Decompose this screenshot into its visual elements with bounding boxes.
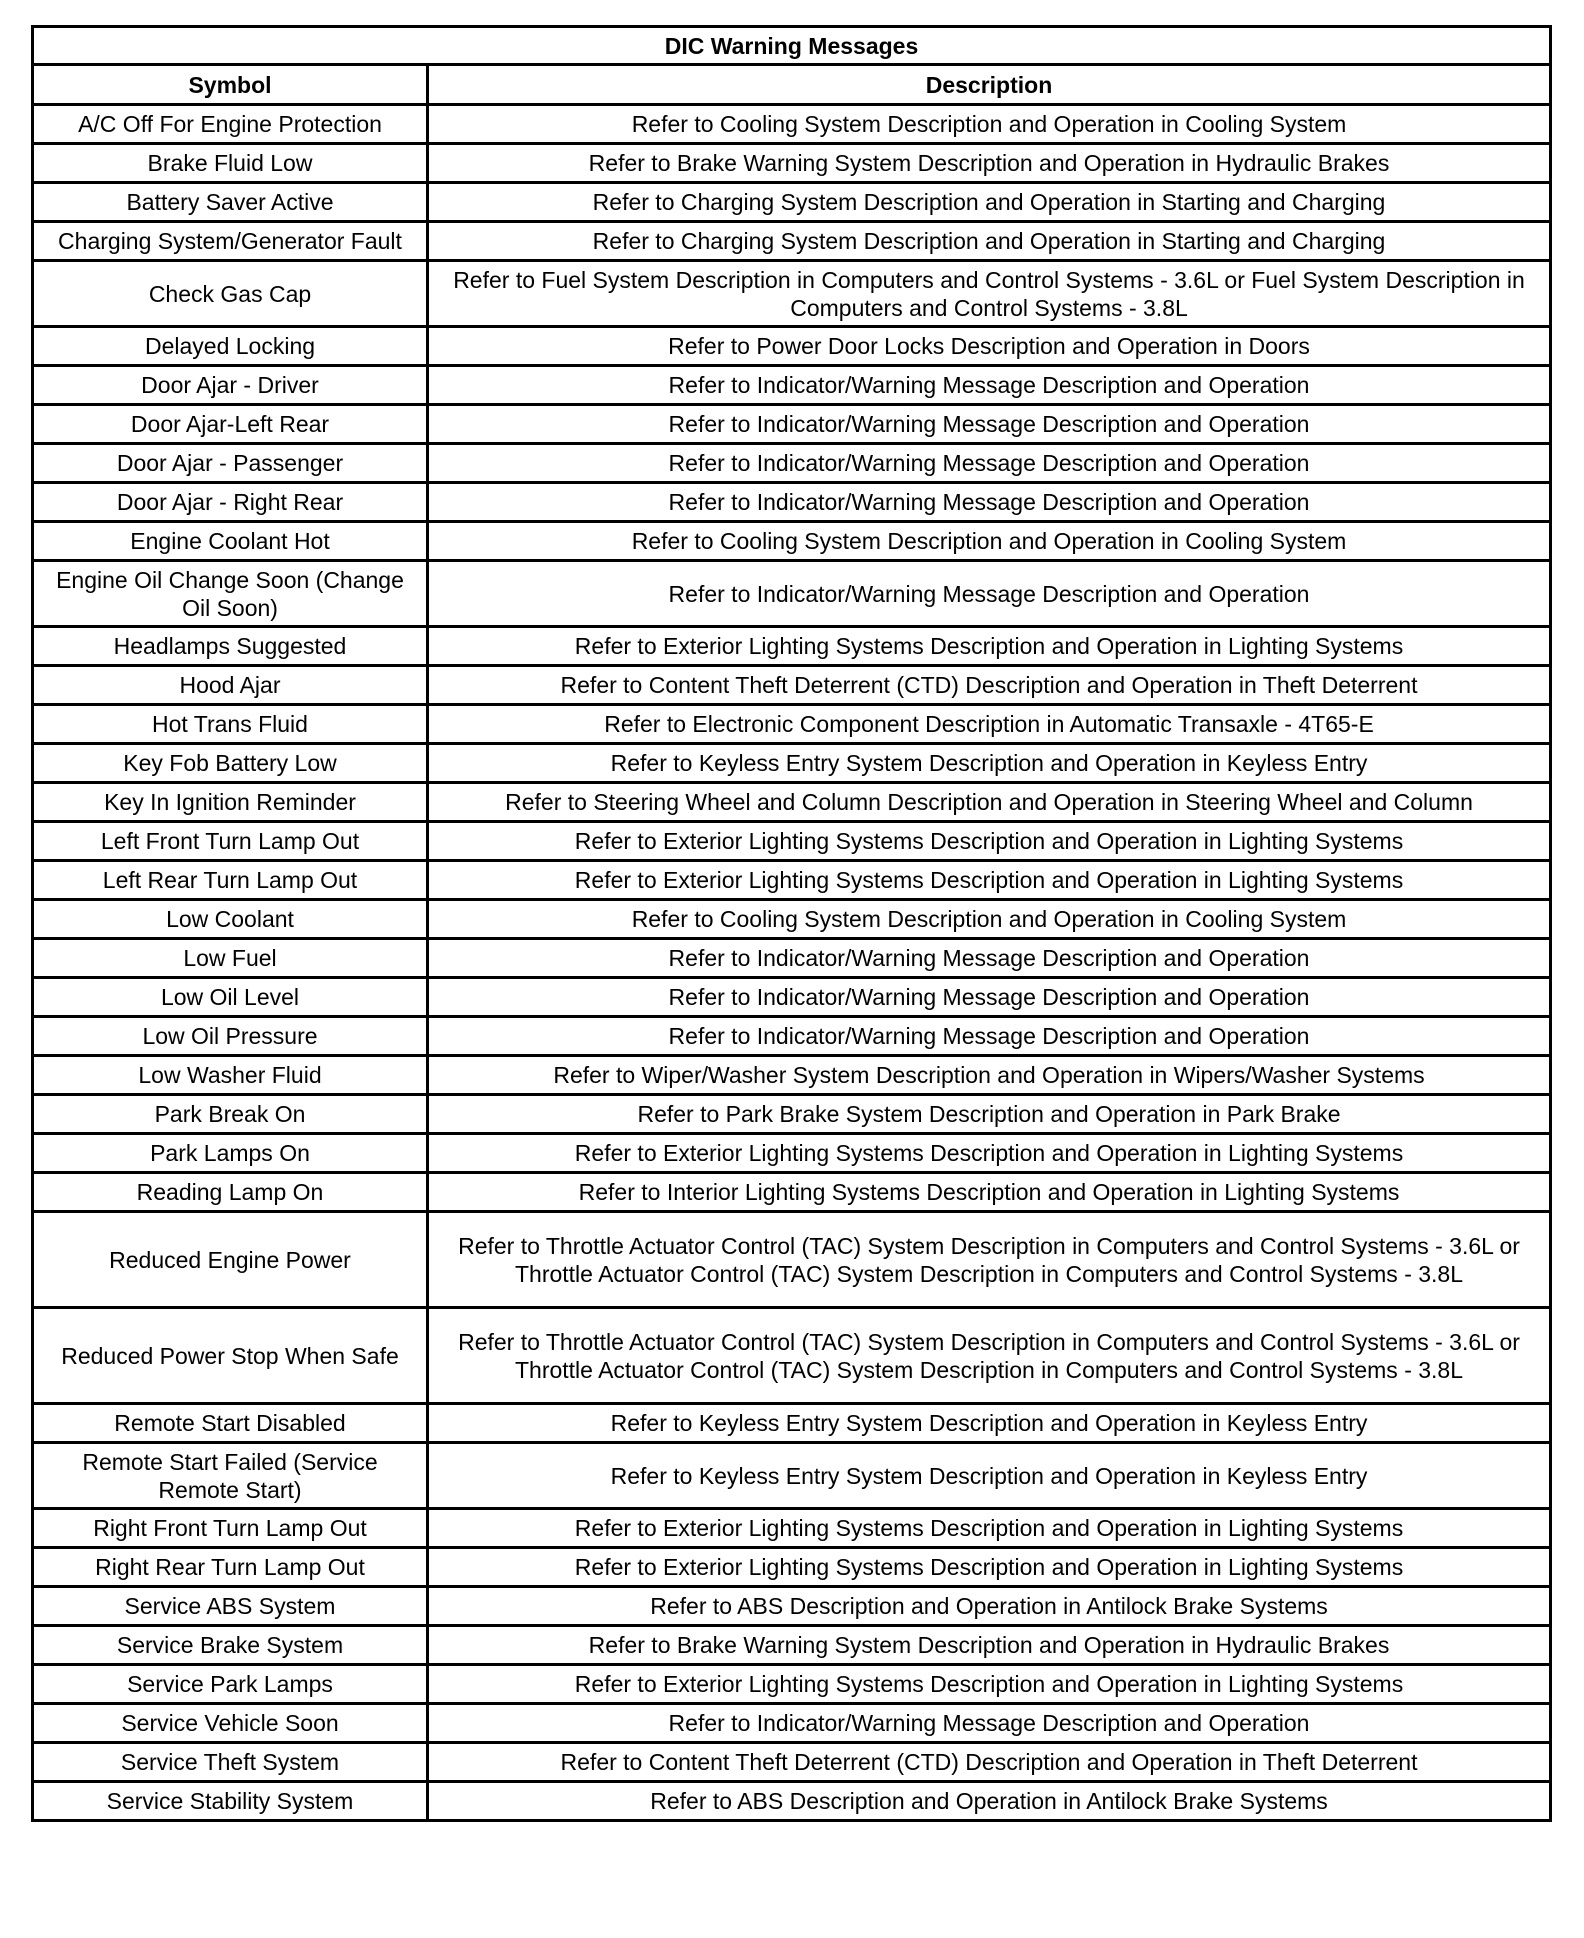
table-row xyxy=(33,1626,1551,1665)
table-row xyxy=(33,222,1551,261)
table-row xyxy=(33,1509,1551,1548)
description-cell: Refer to Throttle Actuator Control (TAC) System Description in Computers and Control Systems - 3.6L or Throttle Actuator Control (TAC) System Description in Computers and Control Systems - 3.8L xyxy=(428,1308,1551,1404)
symbol-cell: Hot Trans Fluid xyxy=(33,705,428,744)
table-row xyxy=(33,405,1551,444)
symbol-cell: Engine Oil Change Soon (Change Oil Soon) xyxy=(33,561,428,627)
table-row xyxy=(33,939,1551,978)
table-row xyxy=(33,1212,1551,1308)
table-header-row xyxy=(33,65,1551,105)
description-cell: Refer to Indicator/Warning Message Description and Operation xyxy=(428,1704,1551,1743)
table-row xyxy=(33,444,1551,483)
description-cell: Refer to Exterior Lighting Systems Description and Operation in Lighting Systems xyxy=(428,1134,1551,1173)
symbol-cell: Engine Coolant Hot xyxy=(33,522,428,561)
description-cell: Refer to Indicator/Warning Message Description and Operation xyxy=(428,561,1551,627)
table-row xyxy=(33,627,1551,666)
symbol-cell: Reading Lamp On xyxy=(33,1173,428,1212)
description-cell: Refer to Indicator/Warning Message Description and Operation xyxy=(428,444,1551,483)
table-row xyxy=(33,1704,1551,1743)
dic-warning-messages-table xyxy=(31,25,1552,1822)
description-cell: Refer to Park Brake System Description and Operation in Park Brake xyxy=(428,1095,1551,1134)
symbol-cell: Right Rear Turn Lamp Out xyxy=(33,1548,428,1587)
symbol-cell: Low Coolant xyxy=(33,900,428,939)
description-cell: Refer to Exterior Lighting Systems Description and Operation in Lighting Systems xyxy=(428,627,1551,666)
symbol-cell: Remote Start Failed (Service Remote Start) xyxy=(33,1443,428,1509)
table-row xyxy=(33,978,1551,1017)
table-row xyxy=(33,183,1551,222)
description-cell: Refer to ABS Description and Operation in Antilock Brake Systems xyxy=(428,1782,1551,1821)
table-row xyxy=(33,1017,1551,1056)
description-cell: Refer to Exterior Lighting Systems Description and Operation in Lighting Systems xyxy=(428,822,1551,861)
description-cell: Refer to Exterior Lighting Systems Description and Operation in Lighting Systems xyxy=(428,1509,1551,1548)
description-cell: Refer to Indicator/Warning Message Description and Operation xyxy=(428,1017,1551,1056)
table-row xyxy=(33,1095,1551,1134)
description-cell: Refer to Power Door Locks Description and Operation in Doors xyxy=(428,327,1551,366)
symbol-cell: Park Lamps On xyxy=(33,1134,428,1173)
description-cell: Refer to Cooling System Description and Operation in Cooling System xyxy=(428,900,1551,939)
table-row xyxy=(33,1134,1551,1173)
table-row xyxy=(33,822,1551,861)
table-row xyxy=(33,483,1551,522)
symbol-cell: Low Washer Fluid xyxy=(33,1056,428,1095)
table-row xyxy=(33,105,1551,144)
description-cell: Refer to Content Theft Deterrent (CTD) Description and Operation in Theft Deterrent xyxy=(428,666,1551,705)
table-row xyxy=(33,861,1551,900)
symbol-cell: Service Park Lamps xyxy=(33,1665,428,1704)
table-row xyxy=(33,1443,1551,1509)
description-cell: Refer to Keyless Entry System Description and Operation in Keyless Entry xyxy=(428,744,1551,783)
symbol-cell: Remote Start Disabled xyxy=(33,1404,428,1443)
table-row xyxy=(33,522,1551,561)
symbol-cell: Reduced Engine Power xyxy=(33,1212,428,1308)
table-row xyxy=(33,744,1551,783)
symbol-cell: Low Oil Level xyxy=(33,978,428,1017)
description-cell: Refer to Steering Wheel and Column Description and Operation in Steering Wheel and Column xyxy=(428,783,1551,822)
symbol-cell: Check Gas Cap xyxy=(33,261,428,327)
description-cell: Refer to Fuel System Description in Computers and Control Systems - 3.6L or Fuel System Description in Computers and Control Systems - 3.8L xyxy=(428,261,1551,327)
symbol-cell: Door Ajar - Right Rear xyxy=(33,483,428,522)
symbol-cell: Delayed Locking xyxy=(33,327,428,366)
symbol-cell: Left Front Turn Lamp Out xyxy=(33,822,428,861)
description-cell: Refer to Charging System Description and Operation in Starting and Charging xyxy=(428,222,1551,261)
table-row xyxy=(33,366,1551,405)
symbol-cell: Service ABS System xyxy=(33,1587,428,1626)
description-cell: Refer to Cooling System Description and Operation in Cooling System xyxy=(428,105,1551,144)
table-row xyxy=(33,1743,1551,1782)
symbol-cell: Key Fob Battery Low xyxy=(33,744,428,783)
symbol-cell: Service Theft System xyxy=(33,1743,428,1782)
table-row xyxy=(33,1587,1551,1626)
description-cell: Refer to Brake Warning System Description and Operation in Hydraulic Brakes xyxy=(428,144,1551,183)
description-cell: Refer to Electronic Component Description in Automatic Transaxle - 4T65-E xyxy=(428,705,1551,744)
table-row xyxy=(33,666,1551,705)
symbol-cell: Brake Fluid Low xyxy=(33,144,428,183)
table-title-row xyxy=(33,27,1551,65)
table-row xyxy=(33,1665,1551,1704)
description-cell: Refer to ABS Description and Operation in Antilock Brake Systems xyxy=(428,1587,1551,1626)
symbol-cell: Low Oil Pressure xyxy=(33,1017,428,1056)
description-cell: Refer to Indicator/Warning Message Description and Operation xyxy=(428,483,1551,522)
description-cell: Refer to Indicator/Warning Message Description and Operation xyxy=(428,978,1551,1017)
symbol-cell: Low Fuel xyxy=(33,939,428,978)
table-row xyxy=(33,561,1551,627)
symbol-cell: Service Stability System xyxy=(33,1782,428,1821)
symbol-cell: Key In Ignition Reminder xyxy=(33,783,428,822)
description-cell: Refer to Exterior Lighting Systems Description and Operation in Lighting Systems xyxy=(428,1548,1551,1587)
symbol-cell: Park Break On xyxy=(33,1095,428,1134)
table-row xyxy=(33,327,1551,366)
description-cell: Refer to Exterior Lighting Systems Description and Operation in Lighting Systems xyxy=(428,1665,1551,1704)
description-cell: Refer to Throttle Actuator Control (TAC) System Description in Computers and Control Systems - 3.6L or Throttle Actuator Control (TAC) System Description in Computers and Control Systems - 3.8L xyxy=(428,1212,1551,1308)
description-cell: Refer to Indicator/Warning Message Description and Operation xyxy=(428,405,1551,444)
description-cell: Refer to Content Theft Deterrent (CTD) Description and Operation in Theft Deterrent xyxy=(428,1743,1551,1782)
table-row xyxy=(33,705,1551,744)
table-row xyxy=(33,900,1551,939)
symbol-cell: Headlamps Suggested xyxy=(33,627,428,666)
symbol-cell: A/C Off For Engine Protection xyxy=(33,105,428,144)
symbol-cell: Door Ajar - Driver xyxy=(33,366,428,405)
symbol-cell: Hood Ajar xyxy=(33,666,428,705)
table-row xyxy=(33,261,1551,327)
description-cell: Refer to Exterior Lighting Systems Description and Operation in Lighting Systems xyxy=(428,861,1551,900)
table-row xyxy=(33,1173,1551,1212)
description-cell: Refer to Brake Warning System Description and Operation in Hydraulic Brakes xyxy=(428,1626,1551,1665)
description-cell: Refer to Interior Lighting Systems Description and Operation in Lighting Systems xyxy=(428,1173,1551,1212)
description-cell: Refer to Keyless Entry System Description and Operation in Keyless Entry xyxy=(428,1404,1551,1443)
symbol-cell: Left Rear Turn Lamp Out xyxy=(33,861,428,900)
description-cell: Refer to Cooling System Description and Operation in Cooling System xyxy=(428,522,1551,561)
table-row xyxy=(33,1782,1551,1821)
symbol-cell: Door Ajar-Left Rear xyxy=(33,405,428,444)
table-row xyxy=(33,783,1551,822)
table-title: DIC Warning Messages xyxy=(33,27,1551,65)
column-header-symbol: Symbol xyxy=(33,65,428,105)
symbol-cell: Charging System/Generator Fault xyxy=(33,222,428,261)
table-row xyxy=(33,144,1551,183)
symbol-cell: Battery Saver Active xyxy=(33,183,428,222)
description-cell: Refer to Keyless Entry System Description and Operation in Keyless Entry xyxy=(428,1443,1551,1509)
table-row xyxy=(33,1308,1551,1404)
description-cell: Refer to Indicator/Warning Message Description and Operation xyxy=(428,366,1551,405)
symbol-cell: Right Front Turn Lamp Out xyxy=(33,1509,428,1548)
table-row xyxy=(33,1404,1551,1443)
table-row xyxy=(33,1548,1551,1587)
symbol-cell: Service Brake System xyxy=(33,1626,428,1665)
column-header-description: Description xyxy=(428,65,1551,105)
symbol-cell: Service Vehicle Soon xyxy=(33,1704,428,1743)
symbol-cell: Reduced Power Stop When Safe xyxy=(33,1308,428,1404)
symbol-cell: Door Ajar - Passenger xyxy=(33,444,428,483)
table-row xyxy=(33,1056,1551,1095)
description-cell: Refer to Wiper/Washer System Description and Operation in Wipers/Washer Systems xyxy=(428,1056,1551,1095)
description-cell: Refer to Charging System Description and Operation in Starting and Charging xyxy=(428,183,1551,222)
description-cell: Refer to Indicator/Warning Message Description and Operation xyxy=(428,939,1551,978)
